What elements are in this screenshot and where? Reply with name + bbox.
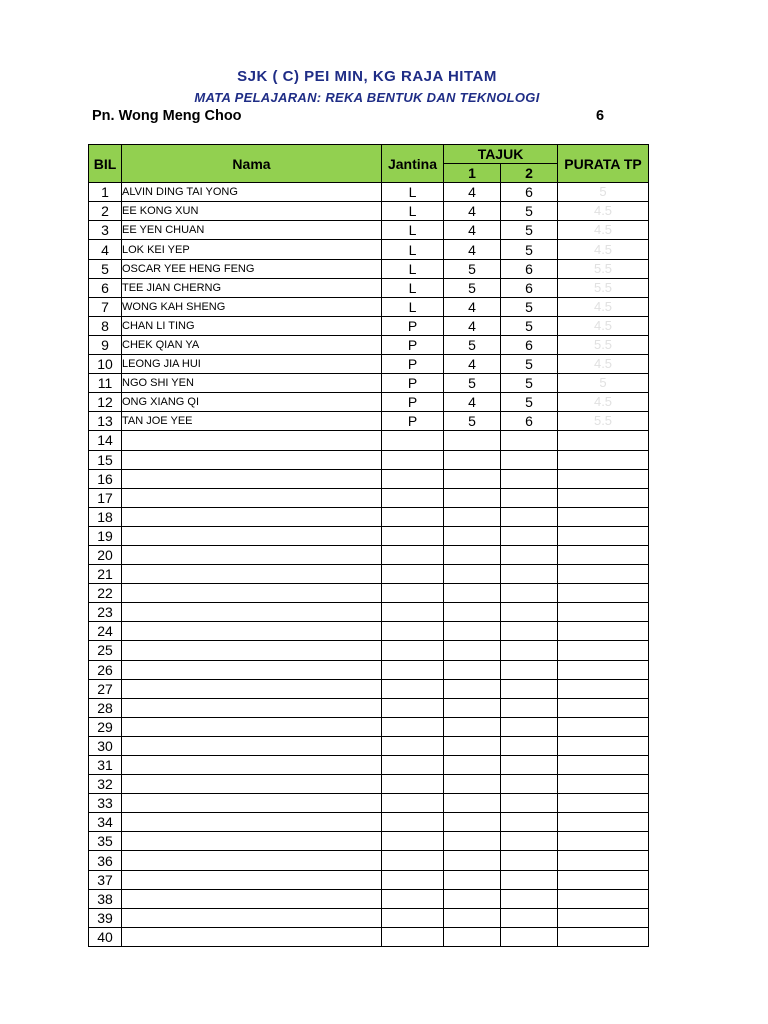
gender-cell: [382, 870, 444, 889]
row-number: 8: [89, 316, 122, 335]
tajuk-2-score-cell: 6: [501, 335, 558, 354]
student-name-cell: [122, 679, 382, 698]
tajuk-2-score-cell: [501, 603, 558, 622]
tajuk-1-score-cell: [444, 794, 501, 813]
average-tp-cell: [558, 641, 649, 660]
average-tp-cell: [558, 832, 649, 851]
row-number: 18: [89, 507, 122, 526]
row-number: 10: [89, 355, 122, 374]
table-row: [89, 756, 649, 775]
tajuk-2-score-cell: [501, 775, 558, 794]
average-tp-cell: [558, 679, 649, 698]
table-row: [89, 335, 649, 354]
row-number: 7: [89, 297, 122, 316]
row-number: 20: [89, 545, 122, 564]
tajuk-2-score-cell: 5: [501, 374, 558, 393]
average-tp-cell: 4.5: [558, 355, 649, 374]
table-row: [89, 908, 649, 927]
gender-cell: [382, 641, 444, 660]
row-number: 40: [89, 927, 122, 946]
gender-cell: L: [382, 278, 444, 297]
student-name-cell: [122, 565, 382, 584]
tajuk-2-score-cell: 6: [501, 259, 558, 278]
table-row: [89, 355, 649, 374]
tajuk-2-score-cell: 6: [501, 412, 558, 431]
row-number: 2: [89, 202, 122, 221]
table-row: [89, 736, 649, 755]
tajuk-2-score-cell: [501, 717, 558, 736]
tajuk-2-score-cell: [501, 622, 558, 641]
table-row: [89, 183, 649, 202]
tajuk-1-score-cell: [444, 832, 501, 851]
gender-cell: L: [382, 221, 444, 240]
tajuk-1-score-cell: [444, 870, 501, 889]
row-number: 5: [89, 259, 122, 278]
student-name-cell: [122, 775, 382, 794]
table-row: [89, 278, 649, 297]
average-tp-cell: 5.5: [558, 335, 649, 354]
average-tp-cell: [558, 565, 649, 584]
average-tp-cell: [558, 889, 649, 908]
tajuk-2-score-cell: [501, 545, 558, 564]
gender-cell: [382, 889, 444, 908]
row-number: 36: [89, 851, 122, 870]
gender-cell: [382, 813, 444, 832]
tajuk-1-score-cell: [444, 851, 501, 870]
tajuk-1-score-cell: [444, 908, 501, 927]
tajuk-2-score-cell: 5: [501, 316, 558, 335]
row-number: 1: [89, 183, 122, 202]
row-number: 25: [89, 641, 122, 660]
tajuk-1-score-cell: [444, 545, 501, 564]
tajuk-1-score-cell: 5: [444, 412, 501, 431]
student-name-cell: EE KONG XUN: [122, 202, 382, 221]
tajuk-2-score-cell: [501, 698, 558, 717]
purata-label: PURATA TP: [564, 155, 642, 172]
tajuk-1-score-cell: [444, 775, 501, 794]
row-number: 22: [89, 584, 122, 603]
tajuk-2-score-cell: [501, 584, 558, 603]
tajuk-1-score-cell: [444, 717, 501, 736]
student-name-cell: OSCAR YEE HENG FENG: [122, 259, 382, 278]
gender-cell: [382, 908, 444, 927]
gender-cell: [382, 584, 444, 603]
gender-cell: L: [382, 183, 444, 202]
table-row: [89, 603, 649, 622]
average-tp-cell: [558, 908, 649, 927]
tajuk-1-score-cell: [444, 813, 501, 832]
tajuk-2-score-cell: [501, 450, 558, 469]
student-score-table: [88, 144, 649, 947]
student-name-cell: [122, 450, 382, 469]
table-row: [89, 469, 649, 488]
tajuk-2-score-cell: [501, 756, 558, 775]
student-name-cell: [122, 813, 382, 832]
gender-cell: [382, 679, 444, 698]
gender-cell: L: [382, 202, 444, 221]
student-name-cell: [122, 431, 382, 450]
average-tp-cell: 5: [558, 183, 649, 202]
gender-cell: P: [382, 393, 444, 412]
tajuk-1-score-cell: [444, 488, 501, 507]
student-name-cell: NGO SHI YEN: [122, 374, 382, 393]
table-row: [89, 794, 649, 813]
tajuk-1-score-cell: 5: [444, 335, 501, 354]
average-tp-cell: [558, 603, 649, 622]
student-name-cell: [122, 794, 382, 813]
table-row: [89, 565, 649, 584]
tajuk-2-score-cell: [501, 565, 558, 584]
row-number: 29: [89, 717, 122, 736]
student-name-cell: [122, 603, 382, 622]
average-tp-cell: [558, 584, 649, 603]
row-number: 15: [89, 450, 122, 469]
tajuk-2-score-cell: 5: [501, 297, 558, 316]
student-name-cell: [122, 908, 382, 927]
col-header-nama: Nama: [122, 145, 382, 183]
tajuk-2-score-cell: [501, 469, 558, 488]
gender-cell: [382, 851, 444, 870]
average-tp-cell: 4.5: [558, 202, 649, 221]
table-row: [89, 679, 649, 698]
gender-cell: [382, 469, 444, 488]
student-name-cell: [122, 870, 382, 889]
gender-cell: [382, 756, 444, 775]
row-number: 13: [89, 412, 122, 431]
table-row: [89, 316, 649, 335]
tajuk-1-score-cell: [444, 622, 501, 641]
tajuk-1-score-cell: 5: [444, 259, 501, 278]
gender-cell: [382, 660, 444, 679]
average-tp-cell: [558, 851, 649, 870]
tajuk-2-score-cell: [501, 736, 558, 755]
table-row: [89, 259, 649, 278]
gender-cell: [382, 603, 444, 622]
tajuk-2-score-cell: [501, 889, 558, 908]
average-tp-cell: [558, 450, 649, 469]
student-name-cell: [122, 545, 382, 564]
row-number: 35: [89, 832, 122, 851]
tajuk-1-score-cell: [444, 660, 501, 679]
student-name-cell: [122, 736, 382, 755]
average-tp-cell: [558, 660, 649, 679]
table-row: [89, 507, 649, 526]
student-name-cell: [122, 622, 382, 641]
tajuk-2-score-cell: [501, 870, 558, 889]
student-name-cell: [122, 832, 382, 851]
row-number: 21: [89, 565, 122, 584]
row-number: 30: [89, 736, 122, 755]
row-number: 31: [89, 756, 122, 775]
gender-cell: [382, 832, 444, 851]
row-number: 16: [89, 469, 122, 488]
row-number: 34: [89, 813, 122, 832]
student-name-cell: [122, 469, 382, 488]
gender-cell: L: [382, 259, 444, 278]
table-row: [89, 393, 649, 412]
table-row: [89, 927, 649, 946]
average-tp-cell: [558, 813, 649, 832]
class-number: 6: [596, 108, 605, 124]
tajuk-2-score-cell: [501, 660, 558, 679]
row-number: 24: [89, 622, 122, 641]
row-number: 32: [89, 775, 122, 794]
table-row: [89, 622, 649, 641]
tajuk-2-score-cell: [501, 488, 558, 507]
row-number: 6: [89, 278, 122, 297]
table-row: [89, 374, 649, 393]
tajuk-2-score-cell: 5: [501, 393, 558, 412]
tajuk-1-score-cell: 4: [444, 393, 501, 412]
student-name-cell: [122, 641, 382, 660]
tajuk-2-score-cell: 6: [501, 183, 558, 202]
gender-cell: L: [382, 297, 444, 316]
col-header-purata: [558, 145, 649, 183]
row-number: 38: [89, 889, 122, 908]
average-tp-cell: [558, 927, 649, 946]
average-tp-cell: [558, 717, 649, 736]
average-tp-cell: [558, 622, 649, 641]
tajuk-2-score-cell: 5: [501, 355, 558, 374]
tajuk-2-score-cell: 5: [501, 240, 558, 259]
tajuk-2-score-cell: [501, 526, 558, 545]
tajuk-1-score-cell: 4: [444, 355, 501, 374]
gender-cell: [382, 488, 444, 507]
student-name-cell: CHAN LI TING: [122, 316, 382, 335]
tajuk-1-score-cell: [444, 679, 501, 698]
tajuk-1-score-cell: [444, 565, 501, 584]
table-row: [89, 775, 649, 794]
tajuk-2-score-cell: 5: [501, 221, 558, 240]
table-row: [89, 450, 649, 469]
tajuk-1-score-cell: [444, 927, 501, 946]
student-name-cell: ONG XIANG QI: [122, 393, 382, 412]
gender-cell: [382, 450, 444, 469]
average-tp-cell: [558, 545, 649, 564]
table-row: [89, 870, 649, 889]
tajuk-1-score-cell: [444, 889, 501, 908]
gender-cell: P: [382, 374, 444, 393]
tajuk-1-score-cell: [444, 584, 501, 603]
average-tp-cell: 4.5: [558, 240, 649, 259]
gender-cell: [382, 507, 444, 526]
gender-cell: [382, 775, 444, 794]
gender-cell: [382, 565, 444, 584]
average-tp-cell: [558, 756, 649, 775]
gender-cell: [382, 545, 444, 564]
student-name-cell: TEE JIAN CHERNG: [122, 278, 382, 297]
school-title: SJK ( C) PEI MIN, KG RAJA HITAM: [237, 68, 497, 85]
table-row: [89, 851, 649, 870]
tajuk-2-score-cell: [501, 431, 558, 450]
table-row: [89, 584, 649, 603]
tajuk-2-score-cell: [501, 813, 558, 832]
gender-cell: [382, 736, 444, 755]
table-row: [89, 412, 649, 431]
average-tp-cell: [558, 736, 649, 755]
row-number: 37: [89, 870, 122, 889]
gender-cell: P: [382, 316, 444, 335]
gender-cell: [382, 622, 444, 641]
row-number: 11: [89, 374, 122, 393]
table-row: [89, 717, 649, 736]
row-number: 3: [89, 221, 122, 240]
student-name-cell: [122, 756, 382, 775]
row-number: 27: [89, 679, 122, 698]
gender-cell: P: [382, 355, 444, 374]
tajuk-1-score-cell: [444, 756, 501, 775]
tajuk-1-score-cell: [444, 507, 501, 526]
tajuk-2-score-cell: [501, 507, 558, 526]
col-header-bil: BIL: [89, 145, 122, 183]
row-number: 12: [89, 393, 122, 412]
average-tp-cell: 4.5: [558, 221, 649, 240]
table-row: [89, 488, 649, 507]
row-number: 14: [89, 431, 122, 450]
row-number: 39: [89, 908, 122, 927]
average-tp-cell: [558, 488, 649, 507]
student-name-cell: TAN JOE YEE: [122, 412, 382, 431]
tajuk-1-score-cell: 4: [444, 316, 501, 335]
col-header-tajuk-1: 1: [444, 164, 501, 183]
average-tp-cell: [558, 794, 649, 813]
average-tp-cell: 5.5: [558, 259, 649, 278]
table-row: [89, 221, 649, 240]
gender-cell: [382, 431, 444, 450]
student-name-cell: [122, 488, 382, 507]
tajuk-2-score-cell: [501, 679, 558, 698]
table-row: [89, 889, 649, 908]
gender-cell: L: [382, 240, 444, 259]
average-tp-cell: [558, 431, 649, 450]
table-row: [89, 698, 649, 717]
tajuk-1-score-cell: 4: [444, 221, 501, 240]
average-tp-cell: [558, 698, 649, 717]
tajuk-2-score-cell: [501, 832, 558, 851]
row-number: 28: [89, 698, 122, 717]
student-name-cell: WONG KAH SHENG: [122, 297, 382, 316]
average-tp-cell: [558, 526, 649, 545]
row-number: 9: [89, 335, 122, 354]
tajuk-1-score-cell: 4: [444, 183, 501, 202]
tajuk-2-score-cell: 5: [501, 202, 558, 221]
tajuk-2-score-cell: 6: [501, 278, 558, 297]
tajuk-2-score-cell: [501, 927, 558, 946]
student-name-cell: [122, 698, 382, 717]
tajuk-1-score-cell: [444, 641, 501, 660]
table-row: [89, 813, 649, 832]
tajuk-1-score-cell: [444, 698, 501, 717]
tajuk-1-score-cell: 5: [444, 278, 501, 297]
col-header-tajuk: TAJUK: [444, 145, 558, 164]
table-row: [89, 240, 649, 259]
table-row: [89, 660, 649, 679]
average-tp-cell: 5.5: [558, 278, 649, 297]
tajuk-2-score-cell: [501, 908, 558, 927]
average-tp-cell: [558, 775, 649, 794]
tajuk-1-score-cell: 5: [444, 374, 501, 393]
col-header-tajuk-2: 2: [501, 164, 558, 183]
tajuk-1-score-cell: [444, 450, 501, 469]
student-name-cell: [122, 526, 382, 545]
row-number: 23: [89, 603, 122, 622]
tajuk-2-score-cell: [501, 851, 558, 870]
average-tp-cell: 5: [558, 374, 649, 393]
row-number: 26: [89, 660, 122, 679]
table-row: [89, 431, 649, 450]
student-name-cell: [122, 889, 382, 908]
average-tp-cell: [558, 870, 649, 889]
col-header-jantina: Jantina: [382, 145, 444, 183]
average-tp-cell: 4.5: [558, 316, 649, 335]
student-name-cell: CHEK QIAN YA: [122, 335, 382, 354]
gender-cell: P: [382, 335, 444, 354]
student-rows: [89, 183, 649, 947]
row-number: 4: [89, 240, 122, 259]
tajuk-1-score-cell: [444, 736, 501, 755]
gender-cell: [382, 698, 444, 717]
gender-cell: [382, 794, 444, 813]
tajuk-1-score-cell: 4: [444, 202, 501, 221]
row-number: 19: [89, 526, 122, 545]
average-tp-cell: [558, 507, 649, 526]
student-name-cell: [122, 927, 382, 946]
subject-title: MATA PELAJARAN: REKA BENTUK DAN TEKNOLOGI: [194, 90, 540, 105]
gender-cell: P: [382, 412, 444, 431]
tajuk-2-score-cell: [501, 794, 558, 813]
average-tp-cell: 4.5: [558, 297, 649, 316]
tajuk-1-score-cell: [444, 526, 501, 545]
student-name-cell: [122, 851, 382, 870]
student-name-cell: [122, 660, 382, 679]
table-row: [89, 545, 649, 564]
teacher-name: Pn. Wong Meng Choo: [92, 108, 242, 124]
tajuk-1-score-cell: [444, 469, 501, 488]
tajuk-2-score-cell: [501, 641, 558, 660]
gender-cell: [382, 927, 444, 946]
table-row: [89, 526, 649, 545]
student-name-cell: LEONG JIA HUI: [122, 355, 382, 374]
average-tp-cell: 4.5: [558, 393, 649, 412]
row-number: 33: [89, 794, 122, 813]
student-name-cell: LOK KEI YEP: [122, 240, 382, 259]
tajuk-1-score-cell: [444, 603, 501, 622]
table-row: [89, 641, 649, 660]
gender-cell: [382, 526, 444, 545]
student-name-cell: EE YEN CHUAN: [122, 221, 382, 240]
student-name-cell: [122, 717, 382, 736]
student-name-cell: [122, 507, 382, 526]
average-tp-cell: [558, 469, 649, 488]
row-number: 17: [89, 488, 122, 507]
table-row: [89, 832, 649, 851]
gender-cell: [382, 717, 444, 736]
tajuk-1-score-cell: 4: [444, 240, 501, 259]
table-row: [89, 202, 649, 221]
tajuk-1-score-cell: [444, 431, 501, 450]
student-name-cell: ALVIN DING TAI YONG: [122, 183, 382, 202]
tajuk-1-score-cell: 4: [444, 297, 501, 316]
average-tp-cell: 5.5: [558, 412, 649, 431]
student-name-cell: [122, 584, 382, 603]
table-row: [89, 297, 649, 316]
